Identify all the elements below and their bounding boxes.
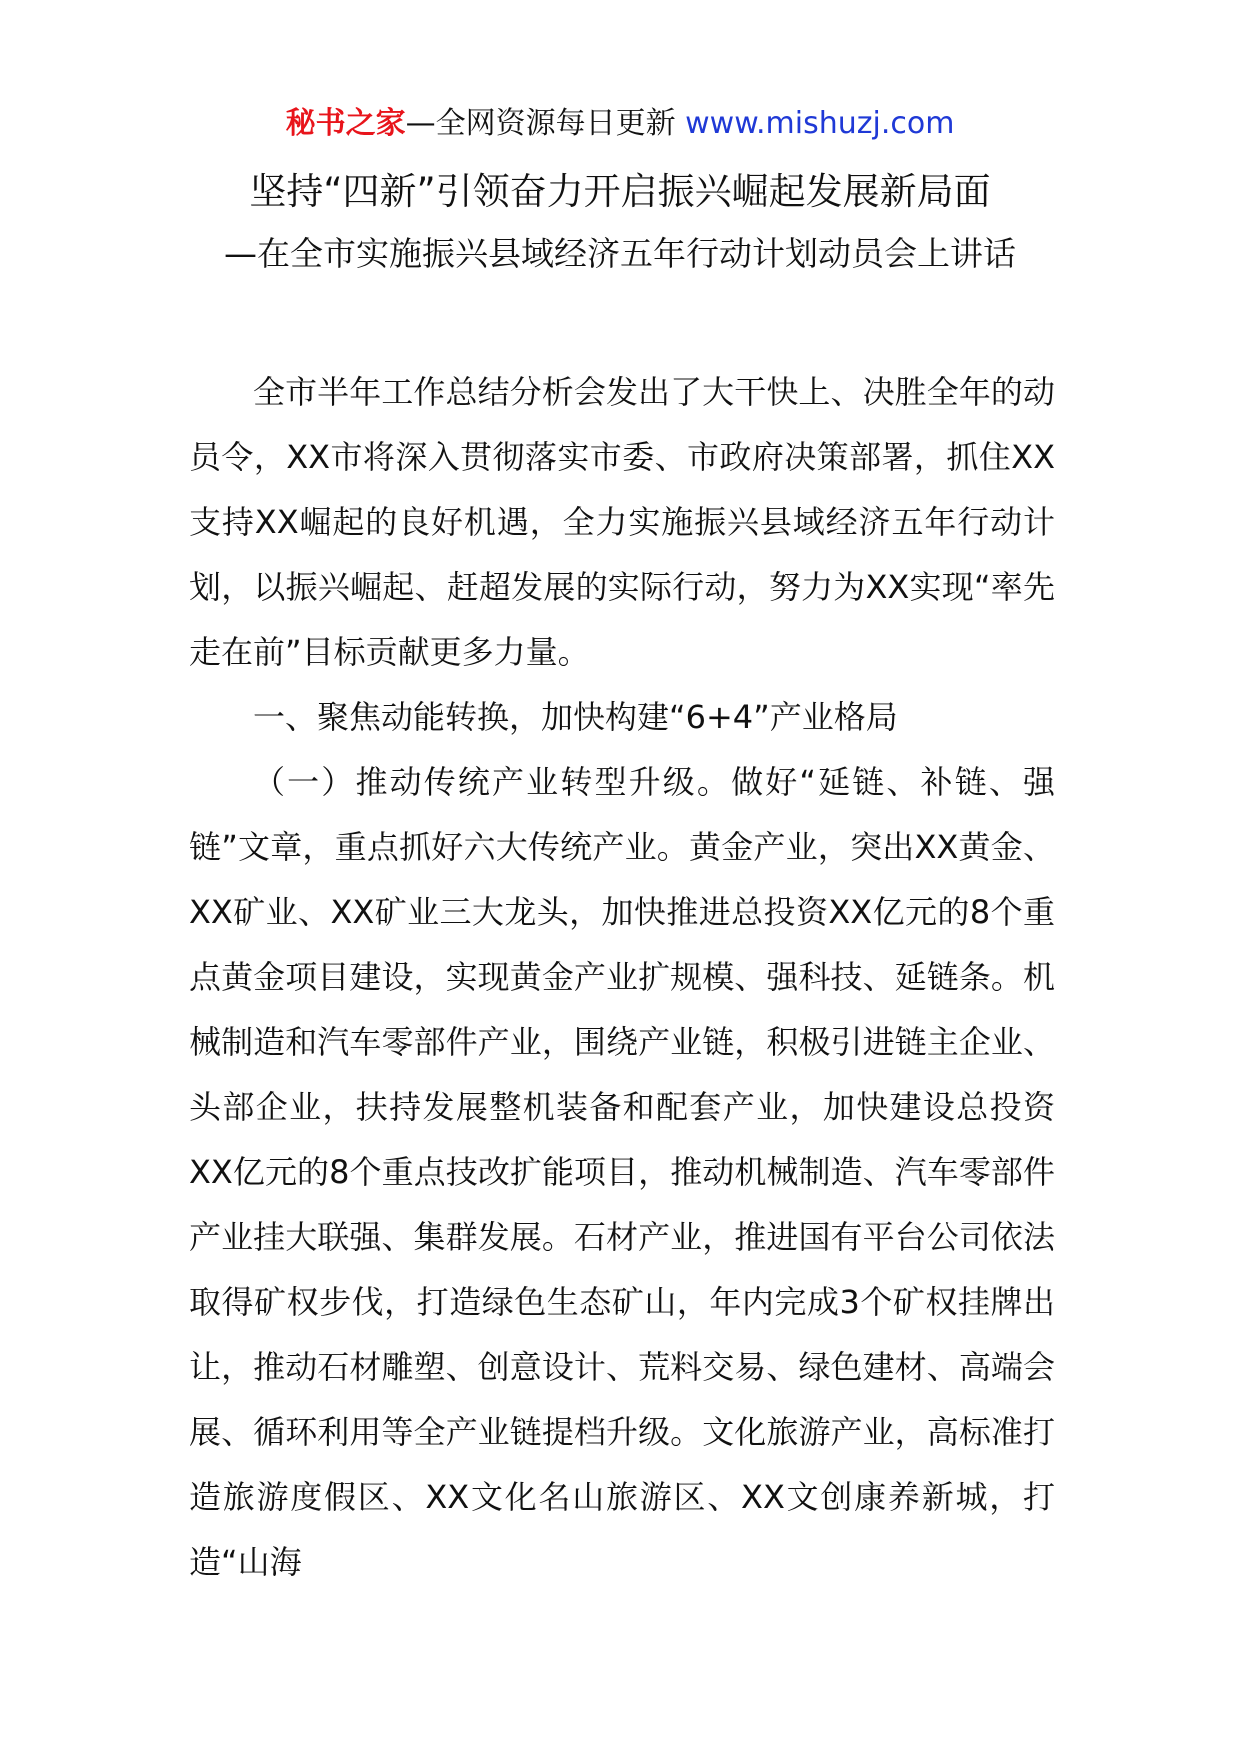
paragraph-intro: 全市半年工作总结分析会发出了大干快上、决胜全年的动员令，XX市将深入贯彻落实市委、市政府决策部署，抓住XX支持XX崛起的良好机遇，全力实施振兴县域经济五年行动计划，以振兴崛起、赶超发展的实际行动，努力为XX实现“率先走在前”目标贡献更多力量。 (189, 373, 1055, 671)
paragraph-subsection-1: （一）推动传统产业转型升级。做好“延链、补链、强链”文章，重点抓好六大传统产业。黄金产业，突出XX黄金、XX矿业、XX矿业三大龙头，加快推进总投资XX亿元的8个重点黄金项目建设，实现黄金产业扩规模、强科技、延链条。机械制造和汽车零部件产业，围绕产业链，积极引进链主企业、头部企业，扶持发展整机装备和配套产业，加快建设总投资XX亿元的8个重点技改扩能项目，推动机械制造、汽车零部件产业挂大联强、集群发展。石材产业，推进国有平台公司依法取得矿权步伐，打造绿色生态矿山，年内完成3个矿权挂牌出让，推动石材雕塑、创意设计、荒料交易、绿色建材、高端会展、循环利用等全产业链提档升级。文化旅游产业，高标准打造旅游度假区、XX文化名山旅游区、XX文创康养新城，打造“山海 (189, 763, 1055, 1581)
section-heading-1: 一、聚焦动能转换，加快构建“6+4”产业格局 (253, 698, 898, 736)
site-url-link[interactable]: www.mishuzj.com (685, 106, 955, 141)
document-title: 坚持“四新”引领奋力开启振兴崛起发展新局面 (249, 170, 991, 213)
document-body (189, 360, 1055, 1595)
site-header (0, 102, 1240, 146)
site-tagline: —全网资源每日更新 (405, 106, 676, 141)
document-subtitle: —在全市实施振兴县域经济五年行动计划动员会上讲话 (224, 234, 1016, 273)
site-brand: 秘书之家 (285, 106, 406, 141)
